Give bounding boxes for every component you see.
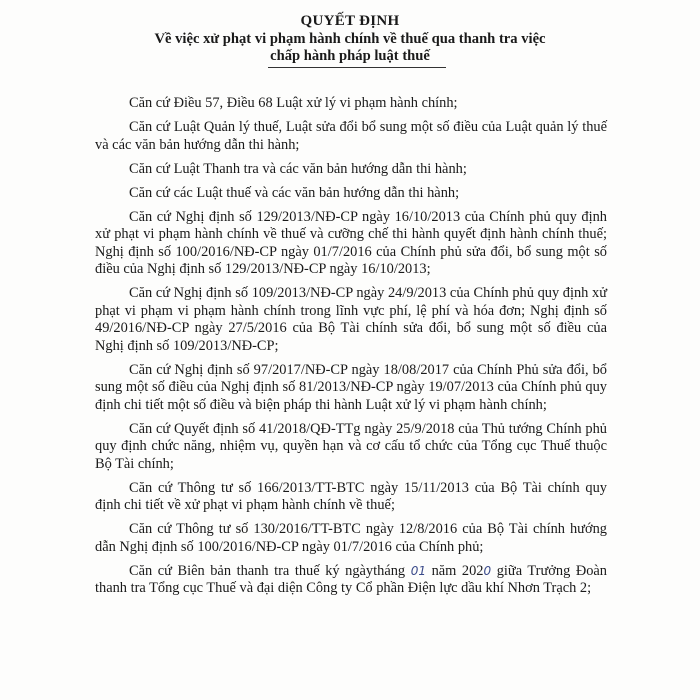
paragraph-11 [95, 563, 607, 598]
document-subtitle [0, 31, 700, 65]
paragraph-8: Căn cứ Quyết định số 41/2018/QĐ-TTg ngày 25/9/2018 của Thủ tướng Chính phủ quy định chức năng, nhiệm vụ, quyền hạn và cơ cấu tổ chức của Tổng cục Thuế thuộc Bộ Tài chính; [95, 420, 607, 472]
handwritten-year-digit: 0 [483, 563, 492, 578]
last-para-after: giữa Trưởng Đoàn thanh tra Tổng cục Thuế và đại diện Công ty Cổ phần Điện lực dầu khí Nhơn Trạch 2; [95, 562, 608, 596]
paragraph-5: Căn cứ Nghị định số 129/2013/NĐ-CP ngày 16/10/2013 của Chính phủ quy định xử phạt vi phạm hành chính về thuế và cưỡng chế thi hành quyết định hành chính thuế; Nghị định số 100/2016/NĐ-CP ngày 01/7/2016 của Chính phủ sửa đổi, bổ sung một số điều của Nghị định số 129/2013/NĐ-CP ngày 16/10/2013; [95, 208, 607, 277]
paragraph-2: Căn cứ Luật Quản lý thuế, Luật sửa đổi bổ sung một số điều của Luật quản lý thuế và các văn bản hướng dẫn thi hành; [95, 119, 607, 153]
paragraph-4: Căn cứ các Luật thuế và các văn bản hướng dẫn thi hành; [129, 184, 460, 201]
title-underline [268, 67, 446, 68]
last-para-before-day: Căn cứ Biên bản thanh tra thuế ký ngày [129, 562, 374, 579]
subtitle-line-1: Về việc xử phạt vi phạm hành chính về thuế qua thanh tra việc [154, 31, 546, 47]
subtitle-line-2: chấp hành pháp luật thuế [270, 48, 430, 64]
paragraph-6: Căn cứ Nghị định số 109/2013/NĐ-CP ngày 24/9/2013 của Chính phủ quy định xử phạt vi phạm vi phạm hành chính trong lĩnh vực phí, lệ phí và hóa đơn; Nghị định số 49/2016/NĐ-CP ngày 27/5/2016 của Bộ Tài chính sửa đổi, bổ sung một số điều của Nghị định số 109/2013/NĐ-CP; [95, 285, 607, 354]
last-para-month-word: tháng [373, 562, 406, 579]
paragraph-3: Căn cứ Luật Thanh tra và các văn bản hướng dẫn thi hành; [129, 160, 467, 177]
document-body [95, 95, 607, 604]
paragraph-10: Căn cứ Thông tư số 130/2016/TT-BTC ngày 12/8/2016 của Bộ Tài chính hướng dẫn Nghị định số 100/2016/NĐ-CP ngày 01/7/2016 của Chính phủ; [95, 521, 607, 555]
document-title: QUYẾT ĐỊNH [300, 13, 400, 29]
last-para-year-prefix: năm 202 [431, 562, 484, 579]
paragraph-7: Căn cứ Nghị định số 97/2017/NĐ-CP ngày 18/08/2017 của Chính Phủ sửa đổi, bổ sung một số điều của Nghị định số 81/2013/NĐ-CP ngày 19/07/2013 của Chính phủ quy định chi tiết một số điều và biện pháp thi hành Luật xử lý vi phạm hành chính; [95, 361, 607, 413]
handwritten-month: 01 [410, 563, 426, 578]
paragraph-1: Căn cứ Điều 57, Điều 68 Luật xử lý vi phạm hành chính; [129, 95, 458, 111]
paragraph-9: Căn cứ Thông tư số 166/2013/TT-BTC ngày 15/11/2013 của Bộ Tài chính quy định chi tiết về xử phạt vi phạm hành chính về thuế; [95, 479, 607, 513]
